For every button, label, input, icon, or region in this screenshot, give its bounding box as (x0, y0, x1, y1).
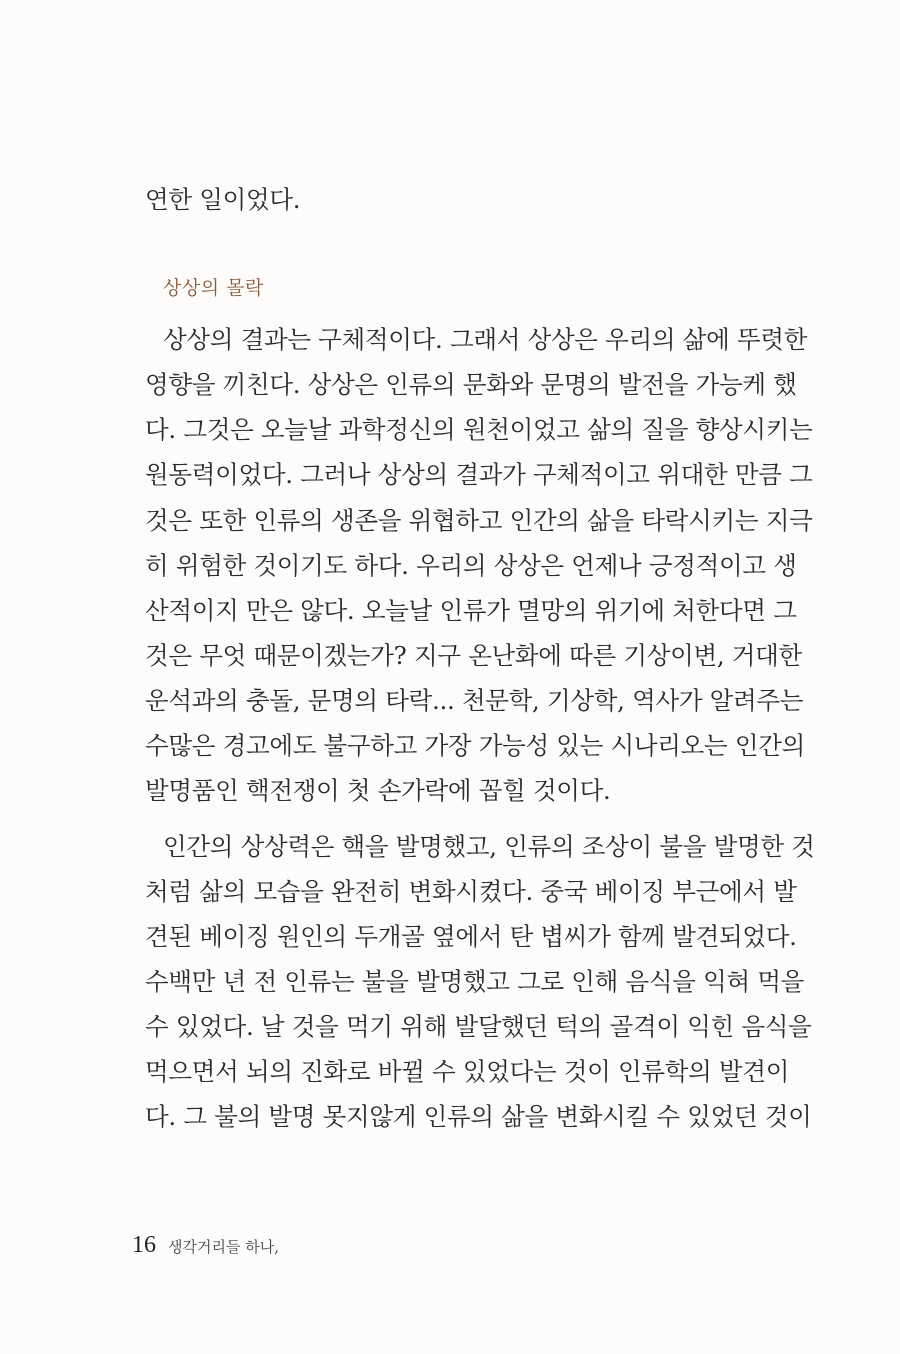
paragraph-line: 영향을 끼친다. 상상은 인류의 문화와 문명의 발전을 가능케 했 (145, 370, 797, 399)
paragraph-line: 다. 그것은 오늘날 과학정신의 원천이었고 삶의 질을 향상시키는 (145, 415, 813, 444)
paragraph-line: 먹으면서 뇌의 진화로 바뀔 수 있었다는 것이 인류학의 발견이 (145, 1057, 790, 1086)
paragraph-line: 원동력이었다. 그러나 상상의 결과가 구체적이고 위대한 만큼 그 (145, 460, 813, 489)
paragraph-line: 운석과의 충돌, 문명의 타락... 천문학, 기상학, 역사가 알려주는 (145, 686, 804, 715)
lead-line: 연한 일이었다. (145, 185, 301, 214)
paragraph-line: 발명품인 핵전쟁이 첫 손가락에 꼽힐 것이다. (145, 776, 611, 805)
section-heading: 상상의 몰락 (163, 277, 264, 299)
paragraph-line: 것은 무엇 때문이겠는가? 지구 온난화에 따른 기상이변, 거대한 (145, 641, 802, 670)
running-title: 생각거리들 하나, (168, 1238, 279, 1256)
paragraph-line: 산적이지 만은 않다. 오늘날 인류가 멸망의 위기에 처한다면 그 (145, 596, 797, 625)
paragraph-line: 것은 또한 인류의 생존을 위협하고 인간의 삶을 타락시키는 지극 (145, 506, 813, 535)
paragraph-line: 수많은 경고에도 불구하고 가장 가능성 있는 시나리오는 인간의 (145, 731, 805, 760)
page-number: 16 (132, 1232, 156, 1258)
paragraph-line: 수백만 년 전 인류는 불을 발명했고 그로 인해 음식을 익혀 먹을 (145, 967, 805, 996)
paragraph-line: 처럼 삶의 모습을 완전히 변화시켰다. 중국 베이징 부근에서 발 (145, 877, 797, 906)
paragraph-line: 견된 베이징 원인의 두개골 옆에서 탄 볍씨가 함께 발견되었다. (145, 922, 797, 951)
paragraph-line: 수 있었다. 날 것을 먹기 위해 발달했던 턱의 골격이 익힌 음식을 (145, 1012, 812, 1041)
paragraph-line: 인간의 상상력은 핵을 발명했고, 인류의 조상이 불을 발명한 것 (163, 832, 815, 861)
paragraph-line: 다. 그 불의 발명 못지않게 인류의 삶을 변화시킬 수 있었던 것이 (145, 1102, 812, 1131)
page-footer (132, 1232, 279, 1262)
paragraph-line: 상상의 결과는 구체적이다. 그래서 상상은 우리의 삶에 뚜렷한 (163, 325, 808, 354)
paragraph-line: 히 위험한 것이기도 하다. 우리의 상상은 언제나 긍정적이고 생 (145, 551, 797, 580)
